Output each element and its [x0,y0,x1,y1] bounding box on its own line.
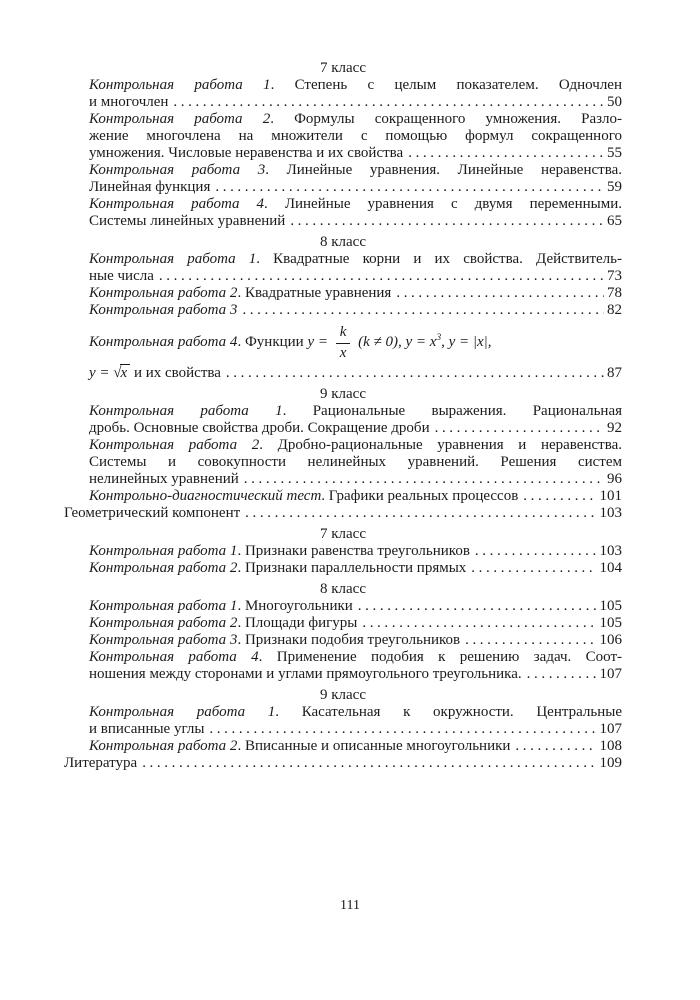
toc-entry [89,543,622,560]
toc-entry [89,649,622,683]
entry-text: . Дробно-рациональные уравнения и неравенства. [259,436,622,453]
toc-entry [89,615,622,632]
dot-leader [475,543,597,560]
toc-entry [89,560,622,577]
page-ref: 65 [607,213,622,229]
toc-line [89,615,622,632]
page-ref: 103 [599,504,622,521]
grade-heading: 8 класс [320,234,366,250]
toc-line [89,162,622,179]
entry-lead: Контрольная работа 2 [89,436,260,453]
grade-heading: 9 класс [320,686,366,703]
entry-lead: Контрольная работа 4 [89,334,238,351]
dot-leader [408,145,604,162]
toc-entry [89,111,622,162]
entry-lead: Контрольная работа 2 [89,111,271,127]
formula-text: y = [89,364,114,381]
toc-entry [89,77,622,111]
entry-text: . Квадратные уравнения [237,285,392,301]
toc-line [89,285,622,302]
entry-text: . Степень с целым показателем. Одночлен [270,77,622,93]
toc-entry [89,738,622,755]
toc-line [89,403,622,420]
toc-entry [89,403,622,437]
dot-leader [471,560,596,577]
toc-line [89,666,622,683]
entry-lead: Контрольная работа 1 [89,597,238,614]
dot-leader [209,721,596,738]
page-ref: 87 [607,364,622,381]
dot-leader [173,94,604,111]
toc-line [89,560,622,577]
toc-line [89,420,622,437]
entry-text: . Формулы сокращенного умножения. Разло- [270,111,623,127]
toc-line [89,437,622,454]
toc-entry [89,251,622,285]
radicand: x [120,364,131,381]
page-ref: 104 [599,559,622,576]
toc-line [89,77,622,94]
entry-text: дробь. Основные свойства дроби. Сокращение дроби [89,419,430,436]
entry-text: . Линейные уравнения с двумя переменными. [264,196,622,212]
toc-line-literature [64,755,622,772]
entry-text: и их свойства [130,364,221,381]
dot-leader [515,738,596,755]
toc-line [89,179,622,196]
toc-entry [89,196,622,230]
dot-leader [159,268,604,285]
entry-text: . Линейные уравнения. Линейные неравенства. [265,162,622,178]
toc-line [89,543,622,560]
entry-text: . Признаки параллельности прямых [237,559,467,576]
toc-entry [89,488,622,505]
entry-text: . Признаки равенства треугольников [237,542,470,559]
entry-text: . Вписанные и описанные многоугольники [237,737,511,754]
entry-text: . Многоугольники [237,597,353,614]
entry-text: Системы и совокупности нелинейных уравнений. Решения систем [89,453,622,470]
entry-lead: Контрольная работа 4 [89,648,259,665]
toc-line [89,145,622,162]
entry-lead: Контрольная работа 1 [89,542,238,559]
page-number: 111 [340,898,360,913]
toc-entry [89,162,622,196]
toc-line-geometry-component [64,505,622,522]
grade-heading: 8 класс [320,580,366,597]
toc-line [89,213,622,230]
entry-text: Линейная функция [89,179,211,195]
dot-leader [242,302,604,319]
toc-entry [89,437,622,488]
entry-text: . Применение подобия к решению задач. Соот- [258,648,623,665]
page-ref: 96 [607,470,622,487]
entry-lead: Контрольная работа 3 [89,162,266,178]
entry-lead: Контрольная работа 3 [89,631,238,648]
fraction [336,324,351,362]
dot-leader [358,598,597,615]
page-ref: 92 [607,419,622,436]
entry-text: . Графики реальных процессов [321,487,519,504]
dot-leader [226,365,604,382]
entry-text: ные числа [89,268,154,284]
page-ref: 103 [599,542,622,559]
toc-line [89,319,622,365]
entry-lead: Контрольная работа 4 [89,196,265,212]
toc-entry [89,302,622,319]
section-title: Геометрический компонент [64,504,241,521]
dot-leader [396,285,604,302]
page-ref: 108 [599,737,622,754]
entry-lead: Контрольная работа 1 [89,77,271,93]
page-ref: 78 [607,285,622,301]
toc-entry [89,319,622,382]
formula-text: (k ≠ 0), y = x [354,334,437,351]
toc-line [89,471,622,488]
entry-text: жение многочлена на множители с помощью формул сокращенного [89,128,622,144]
formula-text: , y = |x|, [441,334,492,351]
entry-lead: Контрольно-диагностический тест [89,487,322,504]
toc-line [89,632,622,649]
page-ref: 73 [607,268,622,284]
dot-leader [527,666,597,683]
dot-leader [142,755,596,772]
toc-line [89,365,622,382]
sqrt-radical-sign: √ [113,364,122,381]
toc-line [89,251,622,268]
entry-text: . Рациональные выражения. Рациональная [282,402,622,419]
entry-text: умножения. Числовые неравенства и их свойства [89,145,404,161]
toc-entry [89,704,622,738]
toc-line [89,649,622,666]
toc-entry [89,598,622,615]
superscript: 3 [436,333,442,344]
page-ref: 82 [607,302,622,318]
entry-text: . Касательная к окружности. Центральные [275,703,622,720]
table-of-contents [64,56,622,772]
page-ref: 107 [599,665,622,682]
dot-leader [215,179,604,196]
page-ref: 109 [599,754,622,771]
entry-text: и многочлен [89,94,169,110]
toc-entry [89,285,622,302]
page-ref: 59 [607,179,622,195]
entry-text: . Признаки подобия треугольников [237,631,461,648]
entry-text: . Квадратные корни и их свойства. Действитель- [256,251,623,267]
entry-text: нелинейных уравнений [89,470,239,487]
toc-line [89,738,622,755]
page-ref: 105 [599,597,622,614]
entry-lead: Контрольная работа 1 [89,402,283,419]
formula-text: y = [307,334,332,351]
page-ref: 105 [599,614,622,631]
entry-lead: Контрольная работа 2 [89,285,238,301]
entry-lead: Контрольная работа 1 [89,251,257,267]
fraction-numerator: k [336,324,351,344]
entry-text: Системы линейных уравнений [89,213,286,229]
entry-text: . Функции [237,334,308,351]
section-title: Литература [64,754,138,771]
entry-lead: Контрольная работа 3 [89,302,238,318]
dot-leader [523,488,596,505]
toc-line [89,111,622,128]
dot-leader [245,505,596,522]
toc-line [89,721,622,738]
toc-line [89,94,622,111]
grade-heading: 9 класс [320,385,366,402]
dot-leader [435,420,604,437]
dot-leader [362,615,596,632]
toc-line [89,704,622,721]
toc-entry [89,632,622,649]
page-ref: 50 [607,94,622,110]
dot-leader [244,471,604,488]
toc-line [89,454,622,471]
page-ref: 55 [607,145,622,161]
entry-lead: Контрольная работа 2 [89,614,238,631]
entry-lead: Контрольная работа 2 [89,559,238,576]
toc-line [89,302,622,319]
grade-heading: 7 класс [320,525,366,542]
page-ref: 101 [599,487,622,504]
dot-leader [465,632,596,649]
grade-heading: 7 класс [320,60,366,76]
dot-leader [290,213,604,230]
page-ref: 106 [599,631,622,648]
entry-lead: Контрольная работа 1 [89,703,276,720]
entry-lead: Контрольная работа 2 [89,737,238,754]
toc-line [89,598,622,615]
toc-line [89,268,622,285]
toc-line [89,488,622,505]
page-ref: 107 [599,720,622,737]
entry-text: и вписанные углы [89,720,205,737]
entry-text: . Площади фигуры [237,614,358,631]
fraction-denominator: x [339,344,347,361]
toc-line [89,128,622,145]
entry-text: ношения между сторонами и углами прямоугольного треугольника. [89,665,522,682]
toc-line [89,196,622,213]
